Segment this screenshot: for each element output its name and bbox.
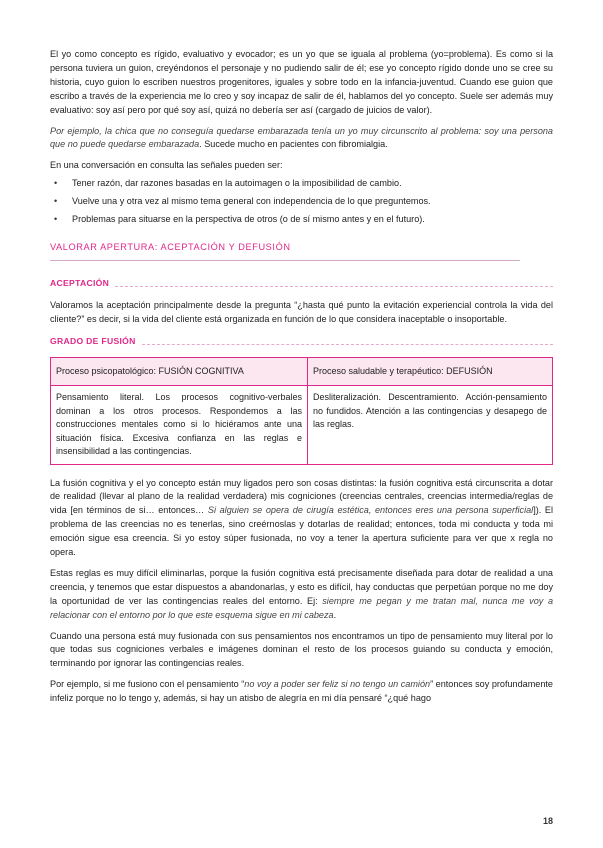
list-item: • Tener razón, dar razones basadas en la autoimagen o la imposibilidad de cambio. (72, 177, 553, 191)
subsection-heading-aceptacion (50, 277, 553, 291)
example-italic-text: Si alguien se opera de cirugía estética, entonces eres una persona superficial (207, 505, 534, 516)
example-italic-text: Por ejemplo, la chica que no conseguía quedarse embarazada tenía un yo muy circunscrito al problema: soy una persona que no puede quedarse embarazada (50, 125, 553, 150)
dashed-divider (115, 286, 553, 287)
section-title: VALORAR APERTURA: ACEPTACIÓN Y DEFUSIÓN (50, 241, 291, 252)
paragraph-example-pregnancy (50, 125, 553, 153)
example-italic-text: no voy a poder ser feliz si no tengo un camión (244, 679, 431, 690)
table-header-row (51, 357, 553, 386)
paragraph-signals-intro: En una conversación en consulta las señales pueden ser: (50, 160, 283, 171)
example-rest-text: . Sucede mucho en pacientes con fibromialgia. (199, 139, 388, 150)
paragraph-pensamiento-literal: Cuando una persona está muy fusionada con sus pensamientos nos encontramos un tipo de pensamiento muy literal por lo que todas sus cogniciones verbales e imágenes dominan el resto de los procesos guiando su conducta y emoción, terminando por ignorar las contingencias reales. (50, 630, 553, 669)
paragraph-aceptacion: Valoramos la aceptación principalmente desde la pregunta “¿hasta qué punto la evitación experiencial controla la vida del cliente?” es decir, si la vida del cliente está organizada en función de lo que considera inaceptable o insoportable. (50, 299, 553, 324)
subsection-label: GRADO DE FUSIÓN (50, 335, 136, 346)
dashed-divider (142, 344, 553, 345)
section-divider (50, 260, 520, 261)
text-span: ]). El problema de las creencias no es tenerlas, sino creérnoslas y dotarlas de realidad; entonces, toda mi conducta y toda mi emoción sigue esa creencia. Si yo estoy súper fusionada, no voy a tener la apertura suficiente para ver que x regla no opera. (50, 505, 554, 558)
paragraph-yo-concepto: El yo como concepto es rígido, evaluativo y evocador; es un yo que se iguala al problema (yo=problema). Es como si la persona tuviera un guion, creyéndonos el personaje y no pudiendo salir de él; ese yo concepto rígido donde uno se cree su historia, cuyo guion lo escriben nuestros progenitores, iguales y sobre todo en la infancia-juventud. Cuando ese guion que escribo a través de la experiencia me lo creo y soy incapaz de salir de él, hablamos del yo concepto. Suele ser además muy evaluativo: soy así pero por qué soy así, quizá no debería ser así (cargado de juicios de valor). (50, 49, 553, 115)
table-row (51, 386, 553, 465)
text-span: ” entonces soy profundamente infeliz porque no lo tengo y, además, si hay un atisbo de alegría en mi día pensaré “¿qué hago (50, 679, 553, 704)
text-span: Por ejemplo, si me fusiono con el pensamiento “ (50, 679, 245, 690)
signals-list (50, 177, 553, 227)
paragraph-fusion-vs-yo (50, 477, 553, 560)
subsection-label: ACEPTACIÓN (50, 277, 110, 288)
text-span: . (333, 609, 337, 620)
table-cell-fusion: Pensamiento literal. Los procesos cognitivo-verbales dominan a los otros procesos. Respondemos a las construcciones mentales como si lo hiciéramos ante una situación física. Excesiva confianza en las reglas e insensibilidad a las contingencias. (51, 386, 308, 465)
table-header-fusion: Proceso psicopatológico: FUSIÓN COGNITIVA (51, 357, 308, 386)
page-number: 18 (542, 816, 553, 826)
fusion-table (50, 357, 553, 465)
text-span: La fusión cognitiva y el yo concepto están muy ligados pero son cosas distintas: la fusión cognitiva está circunscrita a dotar de realidad (llevar al plano de la realidad verdadera) mis cogniciones (creencias centrales, creencias intermedia/reglas de vida [en términos de si… entonces… (50, 477, 553, 516)
table-header-defusion: Proceso saludable y terapéutico: DEFUSIÓN (308, 357, 553, 386)
text-span: Estas reglas es muy difícil eliminarlas, porque la fusión cognitiva está precisamente diseñada para dotar de realidad a una creencia, y tenemos que estar dispuestos a abandonarlas, y esto es difícil, hay conductas que perpetúan porque no me doy la oportunidad de ver las contingencias reales del entorno. Ej: (50, 567, 553, 606)
example-italic-text: siempre me pegan y me tratan mal, nunca me voy a relacionar con el entorno por lo que este esquema sigue en mi cabeza (50, 595, 554, 620)
table-cell-defusion: Desliteralización. Descentramiento. Acción-pensamiento no fundidos. Atención a las contingencias y desapego de las reglas. (308, 386, 553, 465)
subsection-heading-fusion (50, 335, 553, 349)
paragraph-reglas (50, 567, 553, 623)
list-item: • Problemas para situarse en la perspectiva de otros (o de sí mismo antes y en el futuro). (72, 213, 553, 227)
list-item: • Vuelve una y otra vez al mismo tema general con independencia de lo que preguntemos. (72, 195, 553, 209)
document-page (50, 48, 553, 713)
paragraph-ejemplo-camion (50, 678, 553, 706)
